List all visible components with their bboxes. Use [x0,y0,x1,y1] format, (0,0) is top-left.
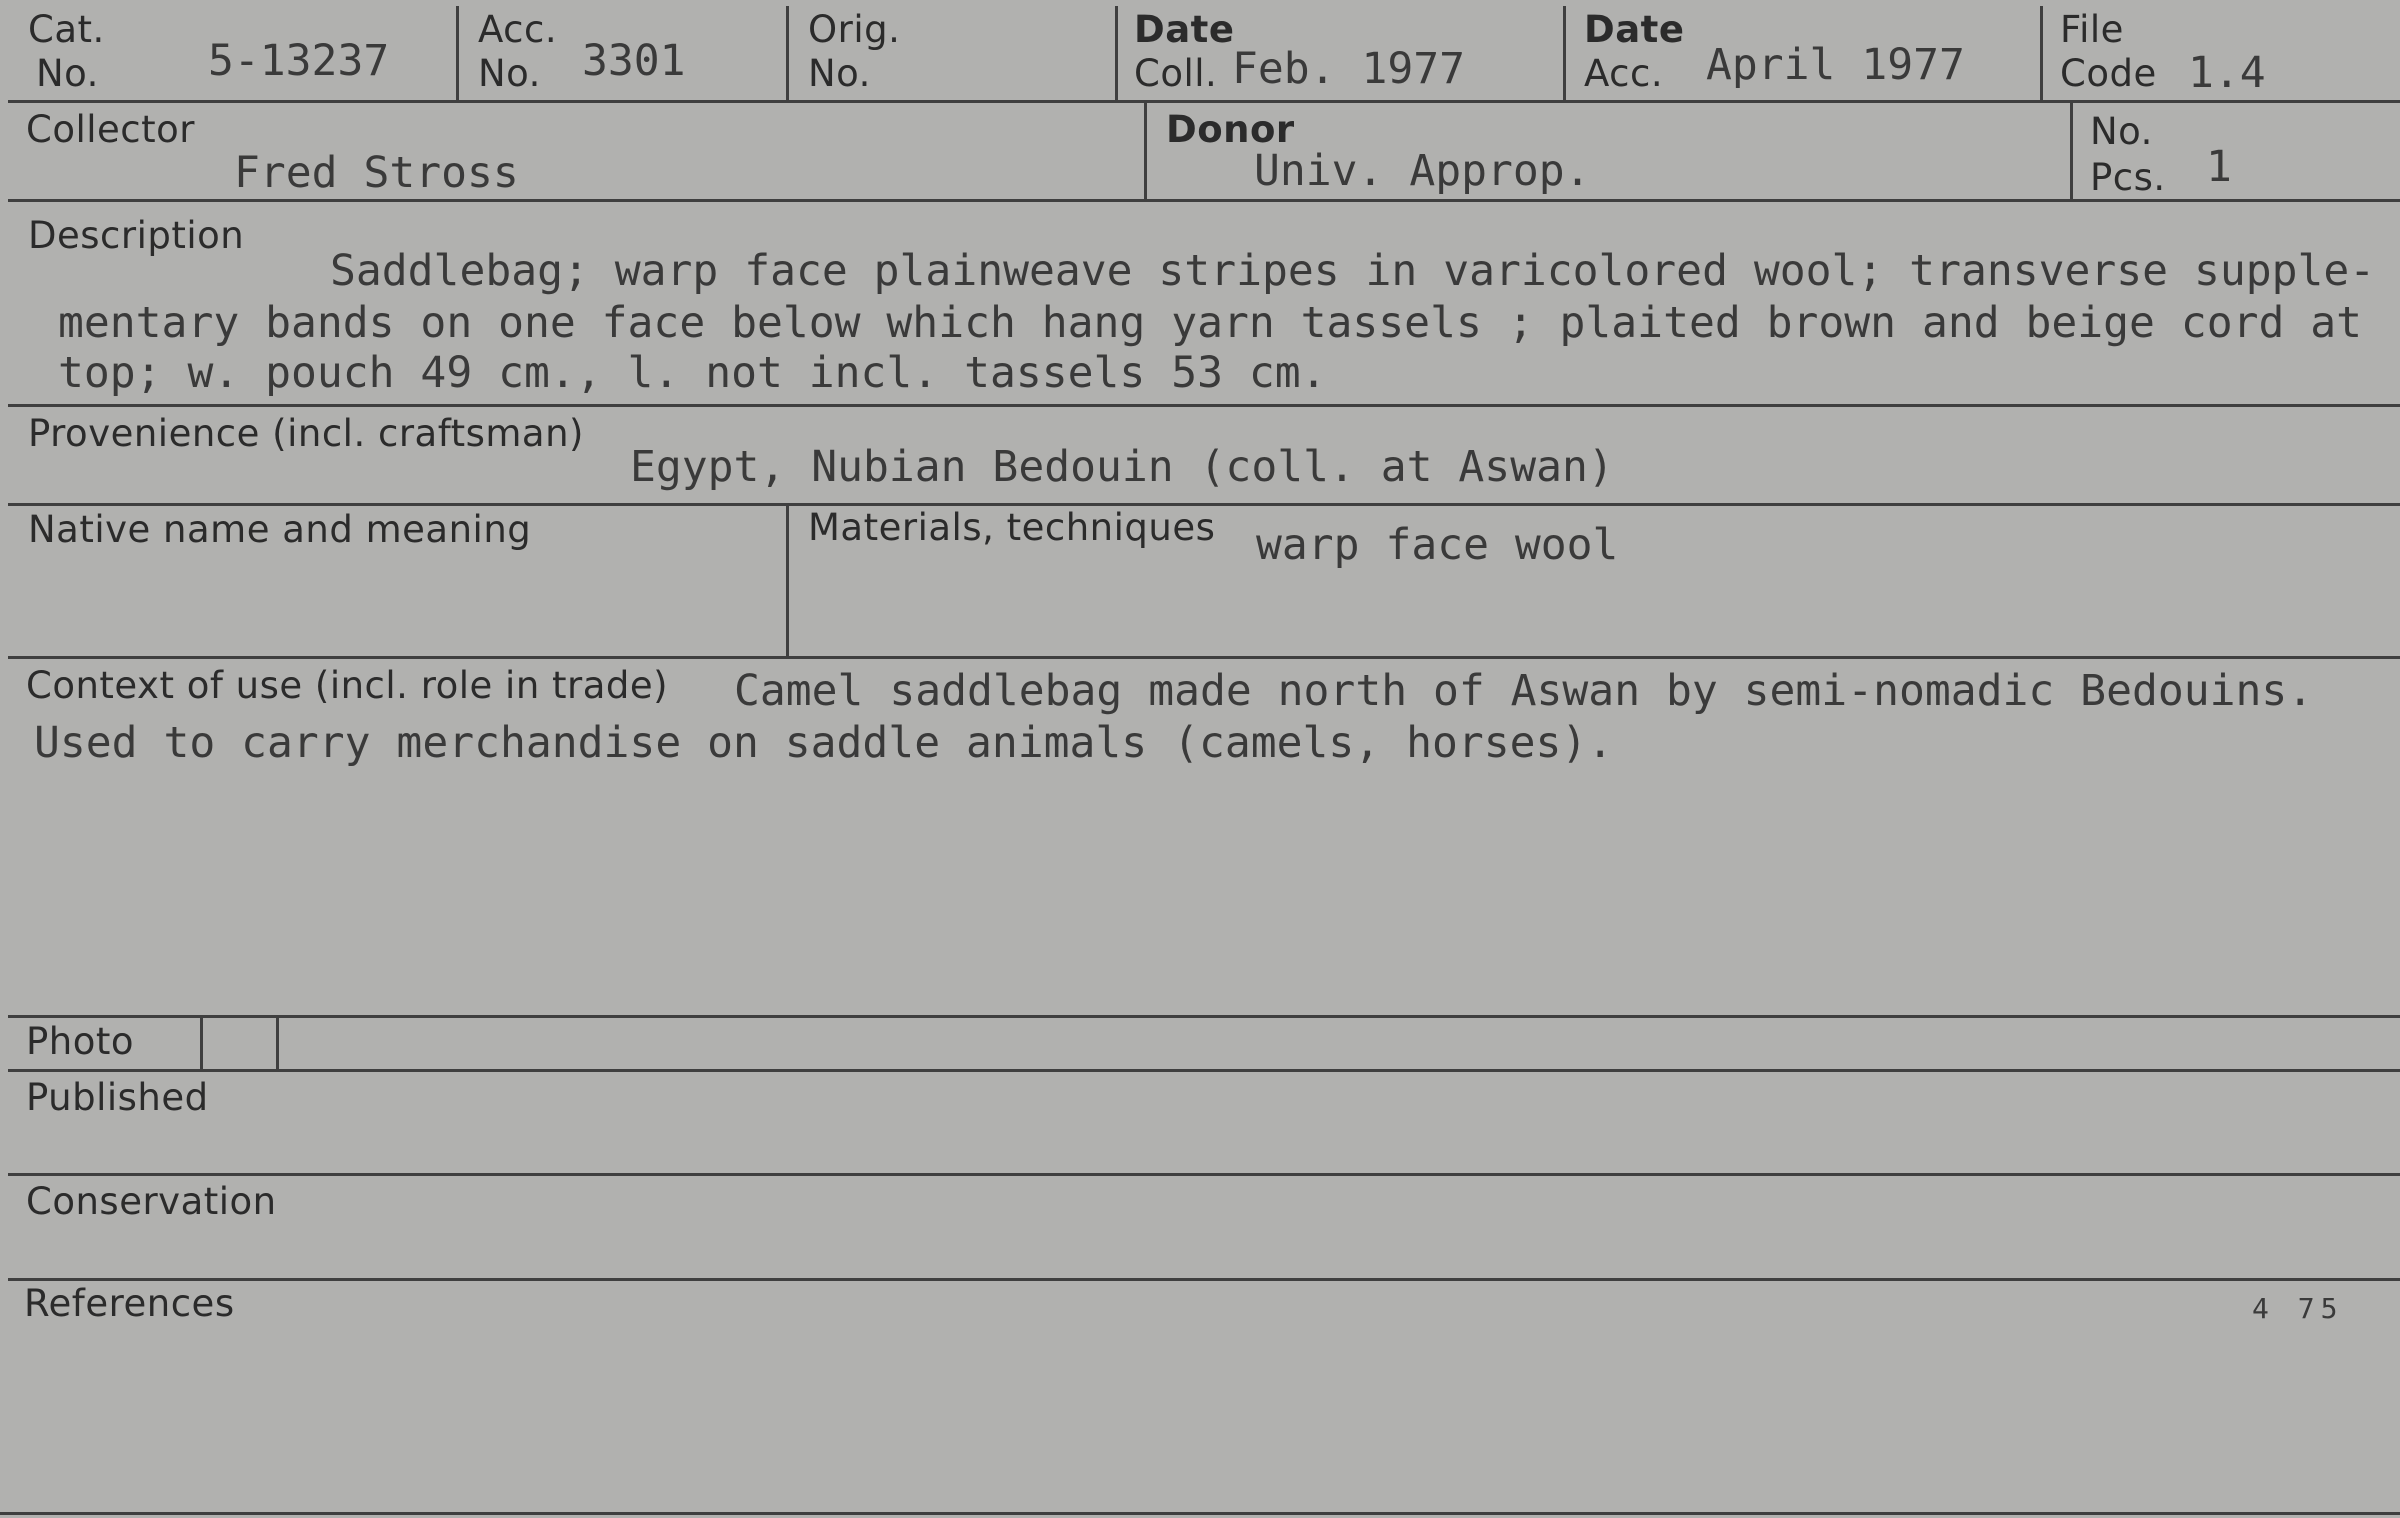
rule-datecoll-dateacc [1563,6,1566,102]
context-label: Context of use (incl. role in trade) [26,664,669,707]
rule-dateacc-file [2040,6,2043,102]
rule-acc-orig [786,6,789,102]
context-line: Camel saddlebag made north of Aswan by semi-nomadic Bedouins. [734,666,2314,716]
donor-value: Univ. Approp. [1254,146,1591,196]
collector-label: Collector [26,108,195,151]
description-line: Saddlebag; warp face plainweave stripes in varicolored wool; transverse supple- [330,246,2376,296]
acc-label: Acc. [478,8,558,51]
collector-value: Fred Stross [234,148,519,198]
cat-label: Cat. [28,8,105,51]
rule-native-materials [786,503,789,656]
references-label: References [24,1282,235,1325]
orig-no-label: No. [808,52,871,95]
native-name-label: Native name and meaning [28,508,532,551]
conservation-label: Conservation [26,1180,277,1223]
rule-collector-donor [1144,100,1147,201]
orig-label: Orig. [808,8,901,51]
provenience-label: Provenience (incl. craftsman) [28,412,584,455]
description-line: mentary bands on one face below which hang yarn tassels ; plaited brown and beige cord at [58,298,2363,348]
donor-label: Donor [1166,108,1295,151]
materials-value: warp face wool [1256,520,1619,570]
no-label: No. [2090,110,2153,153]
file-label: File [2060,8,2124,51]
file-code-value: 1.4 [2188,48,2266,98]
rule-cat-acc [456,6,459,102]
description-line: top; w. pouch 49 cm., l. not incl. tassels 53 cm. [58,348,1327,398]
acc-no-label: No. [478,52,541,95]
provenience-value: Egypt, Nubian Bedouin (coll. at Aswan) [630,442,1614,492]
rule-published-bottom [8,1173,2400,1176]
cat-no-label: No. [36,52,99,95]
pieces-value: 1 [2206,142,2232,192]
rule-photo-bottom [8,1069,2400,1072]
published-label: Published [26,1076,209,1119]
description-label: Description [28,214,245,257]
rule-conservation-bottom [8,1278,2400,1281]
date-coll-sub-label: Coll. [1134,52,1218,95]
date-acc-label: Date [1584,8,1685,51]
file-code-label: Code [2060,52,2157,95]
rule-photo-box-left [200,1015,203,1071]
materials-label: Materials, techniques [808,506,1216,549]
rule-photo-box-right [276,1015,279,1071]
date-collected: Feb. 1977 [1232,44,1465,94]
rule-photo-top [8,1015,2400,1018]
pcs-label: Pcs. [2090,156,2166,199]
rule-description-bottom [8,404,2400,407]
date-accessioned: April 1977 [1706,40,1965,90]
date-coll-label: Date [1134,8,1235,51]
rule-collector-bottom [8,199,2400,202]
rule-card-bottom [0,1512,2400,1515]
rule-donor-pcs [2070,100,2073,201]
context-line: Used to carry merchandise on saddle animals (camels, horses). [34,718,1614,768]
acc-number: 3301 [582,36,686,86]
rule-native-bottom [8,656,2400,659]
date-acc-sub-label: Acc. [1584,52,1664,95]
cat-number: 5-13237 [208,36,390,86]
rule-orig-datecoll [1115,6,1118,102]
photo-label: Photo [26,1020,135,1063]
form-code: 4 75 [2252,1292,2344,1325]
